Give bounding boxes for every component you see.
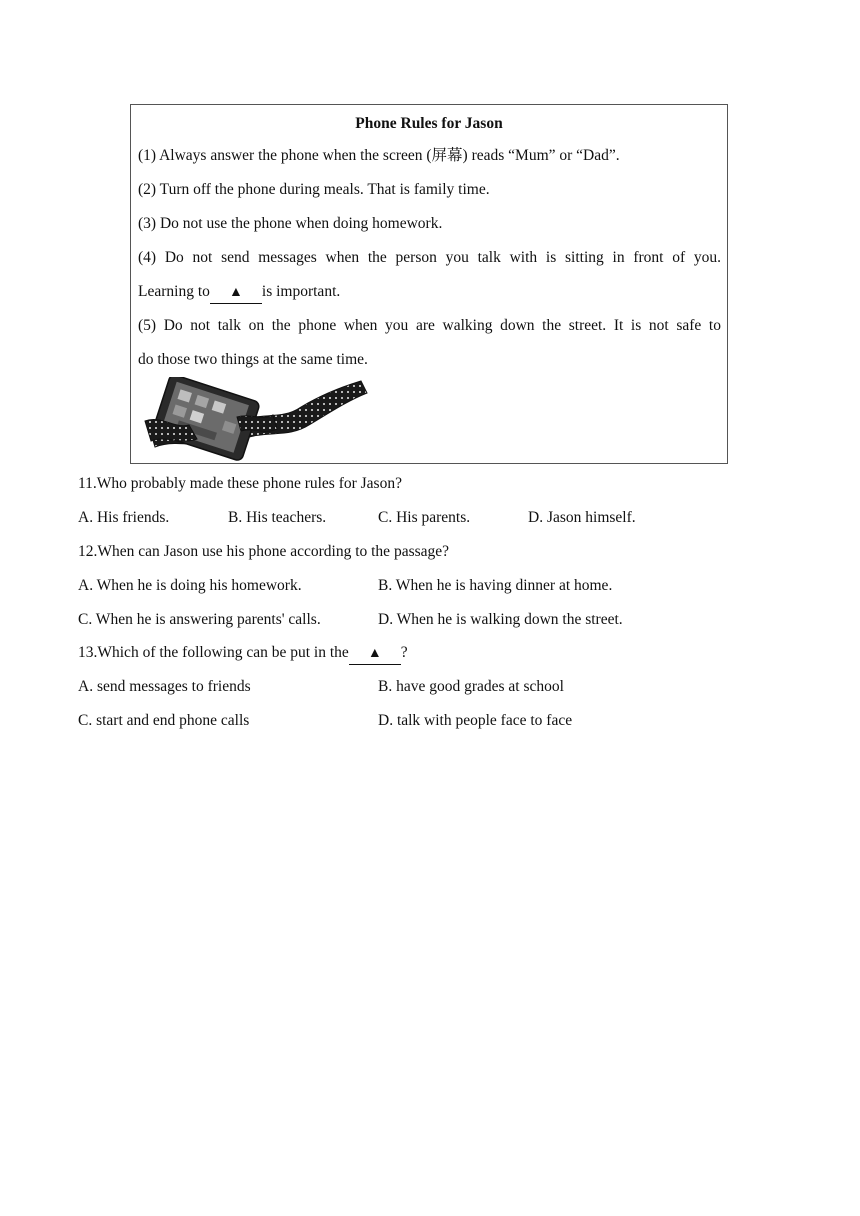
question-13-stem <box>78 643 408 665</box>
rule-4-line-1: (4) Do not send messages when the person you talk with is sitting in front of you. <box>138 249 721 266</box>
q11-option-b: B. His teachers. <box>228 509 327 526</box>
q13-option-d: D. talk with people face to face <box>378 712 573 729</box>
q11-option-d: D. Jason himself. <box>528 509 636 526</box>
rule-4-prefix: Learning to <box>138 283 210 300</box>
phone-rules-box <box>130 104 728 464</box>
q13-blank: ▲ <box>349 644 401 665</box>
q12-option-c: C. When he is answering parents' calls. <box>78 611 321 628</box>
rule-5-line-1: (5) Do not talk on the phone when you are walking down the street. It is not safe to <box>138 317 721 334</box>
q13-stem-prefix: 13.Which of the following can be put in the <box>78 644 349 661</box>
q13-option-a: A. send messages to friends <box>78 678 251 695</box>
question-11-stem: 11.Who probably made these phone rules for Jason? <box>78 475 402 492</box>
phone-ribbon-illustration <box>141 377 371 463</box>
q13-option-b: B. have good grades at school <box>378 678 564 695</box>
q12-option-d: D. When he is walking down the street. <box>378 611 623 628</box>
q11-option-a: A. His friends. <box>78 509 170 526</box>
q12-option-a: A. When he is doing his homework. <box>78 577 302 594</box>
question-12-stem: 12.When can Jason use his phone according to the passage? <box>78 543 450 560</box>
rule-4-suffix: is important. <box>261 283 341 300</box>
passage-title: Phone Rules for Jason <box>355 115 503 132</box>
rule-4-blank: ▲ <box>210 283 262 304</box>
rule-5-line-2: do those two things at the same time. <box>138 351 368 368</box>
rule-4-line-2 <box>138 275 721 309</box>
q11-option-c: C. His parents. <box>378 509 471 526</box>
q13-option-c: C. start and end phone calls <box>78 712 250 729</box>
rule-3: (3) Do not use the phone when doing homework. <box>138 215 443 232</box>
q13-stem-suffix: ? <box>400 644 408 661</box>
rule-2: (2) Turn off the phone during meals. That is family time. <box>138 181 490 198</box>
q12-option-b: B. When he is having dinner at home. <box>378 577 613 594</box>
rule-1: (1) Always answer the phone when the screen (屏幕) reads “Mum” or “Dad”. <box>138 147 620 164</box>
